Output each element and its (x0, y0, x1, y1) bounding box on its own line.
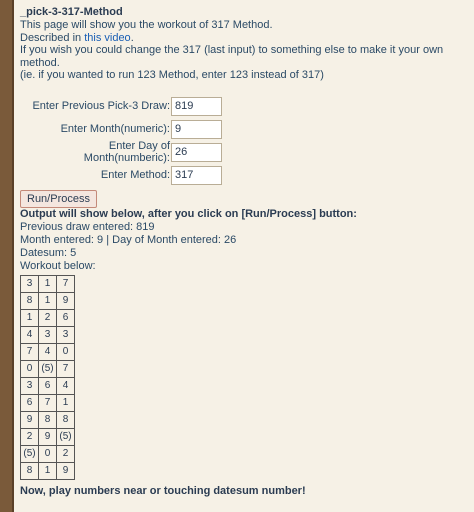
day-input[interactable] (171, 143, 222, 162)
page-title: _pick-3-317-Method (20, 6, 123, 18)
workout-cell: (5) (57, 428, 75, 445)
workout-row (21, 360, 75, 377)
workout-row (21, 275, 75, 292)
workout-row (21, 343, 75, 360)
workout-row (21, 445, 75, 462)
workout-cell: 0 (21, 360, 39, 377)
workout-row (21, 292, 75, 309)
workout-cell: 2 (57, 445, 75, 462)
workout-cell: 3 (21, 275, 39, 292)
datesum-output: Datesum: 5 (20, 246, 77, 259)
note-example: (ie. if you wanted to run 123 Method, enter 123 instead of 317) (20, 69, 324, 81)
workout-cell: 8 (21, 462, 39, 479)
month-day-output: Month entered: 9 | Day of Month entered: 26 (20, 233, 237, 246)
workout-cell: 6 (39, 377, 57, 394)
workout-cell: 3 (39, 326, 57, 343)
workout-cell: 1 (39, 462, 57, 479)
workout-row (21, 394, 75, 411)
workout-cell: 6 (21, 394, 39, 411)
workout-cell: 0 (57, 343, 75, 360)
workout-cell: 7 (57, 275, 75, 292)
workout-row (21, 326, 75, 343)
workout-cell: 9 (21, 411, 39, 428)
workout-cell: 9 (39, 428, 57, 445)
workout-cell: 0 (39, 445, 57, 462)
workout-cell: 2 (21, 428, 39, 445)
described-suffix: . (130, 31, 134, 44)
workout-cell: 1 (39, 275, 57, 292)
workout-cell: 7 (39, 394, 57, 411)
prev-draw-label: Enter Previous Pick-3 Draw: (32, 100, 170, 112)
workout-cell: 4 (57, 377, 75, 394)
workout-cell: (5) (21, 445, 39, 462)
method-input[interactable] (171, 166, 222, 185)
workout-row (21, 309, 75, 326)
page-content (20, 6, 472, 497)
output-header: Output will show below, after you click on [Run/Process] button: (20, 207, 357, 220)
video-link[interactable]: this video (84, 31, 131, 44)
run-process-button[interactable]: Run/Process (20, 190, 97, 208)
month-input[interactable] (171, 120, 222, 139)
note-change-method: If you wish you could change the 317 (last input) to something else to make it your own method. (20, 44, 444, 69)
workout-row (21, 377, 75, 394)
workout-row (21, 428, 75, 445)
left-border-decoration (0, 0, 14, 512)
method-row (20, 164, 472, 187)
play-instruction: Now, play numbers near or touching datesum number! (20, 484, 306, 497)
prev-draw-row (20, 95, 472, 118)
month-row (20, 118, 472, 141)
day-label: Enter Day of Month(numberic): (83, 140, 170, 164)
workout-cell: 4 (21, 326, 39, 343)
day-row (20, 141, 472, 164)
method-label: Enter Method: (100, 169, 170, 181)
workout-cell: 8 (57, 411, 75, 428)
workout-cell: 1 (57, 394, 75, 411)
workout-cell: 6 (57, 309, 75, 326)
workout-row (21, 462, 75, 479)
workout-cell: 3 (57, 326, 75, 343)
workout-cell: 9 (57, 462, 75, 479)
workout-row (21, 411, 75, 428)
described-prefix: Described in (20, 31, 85, 44)
workout-cell: 4 (39, 343, 57, 360)
workout-label: Workout below: (20, 259, 96, 272)
workout-cell: (5) (39, 360, 57, 377)
workout-cell: 7 (57, 360, 75, 377)
workout-cell: 1 (39, 292, 57, 309)
workout-table (20, 275, 75, 480)
described-line (20, 32, 472, 45)
workout-cell: 2 (39, 309, 57, 326)
month-label: Enter Month(numeric): (60, 123, 170, 135)
prev-draw-input[interactable] (171, 97, 222, 116)
workout-cell: 9 (57, 292, 75, 309)
intro-text: This page will show you the workout of 317 Method. (20, 19, 273, 31)
previous-draw-output: Previous draw entered: 819 (20, 220, 155, 233)
workout-cell: 8 (21, 292, 39, 309)
input-form (20, 95, 472, 208)
workout-cell: 3 (21, 377, 39, 394)
workout-cell: 8 (39, 411, 57, 428)
workout-cell: 1 (21, 309, 39, 326)
workout-cell: 7 (21, 343, 39, 360)
